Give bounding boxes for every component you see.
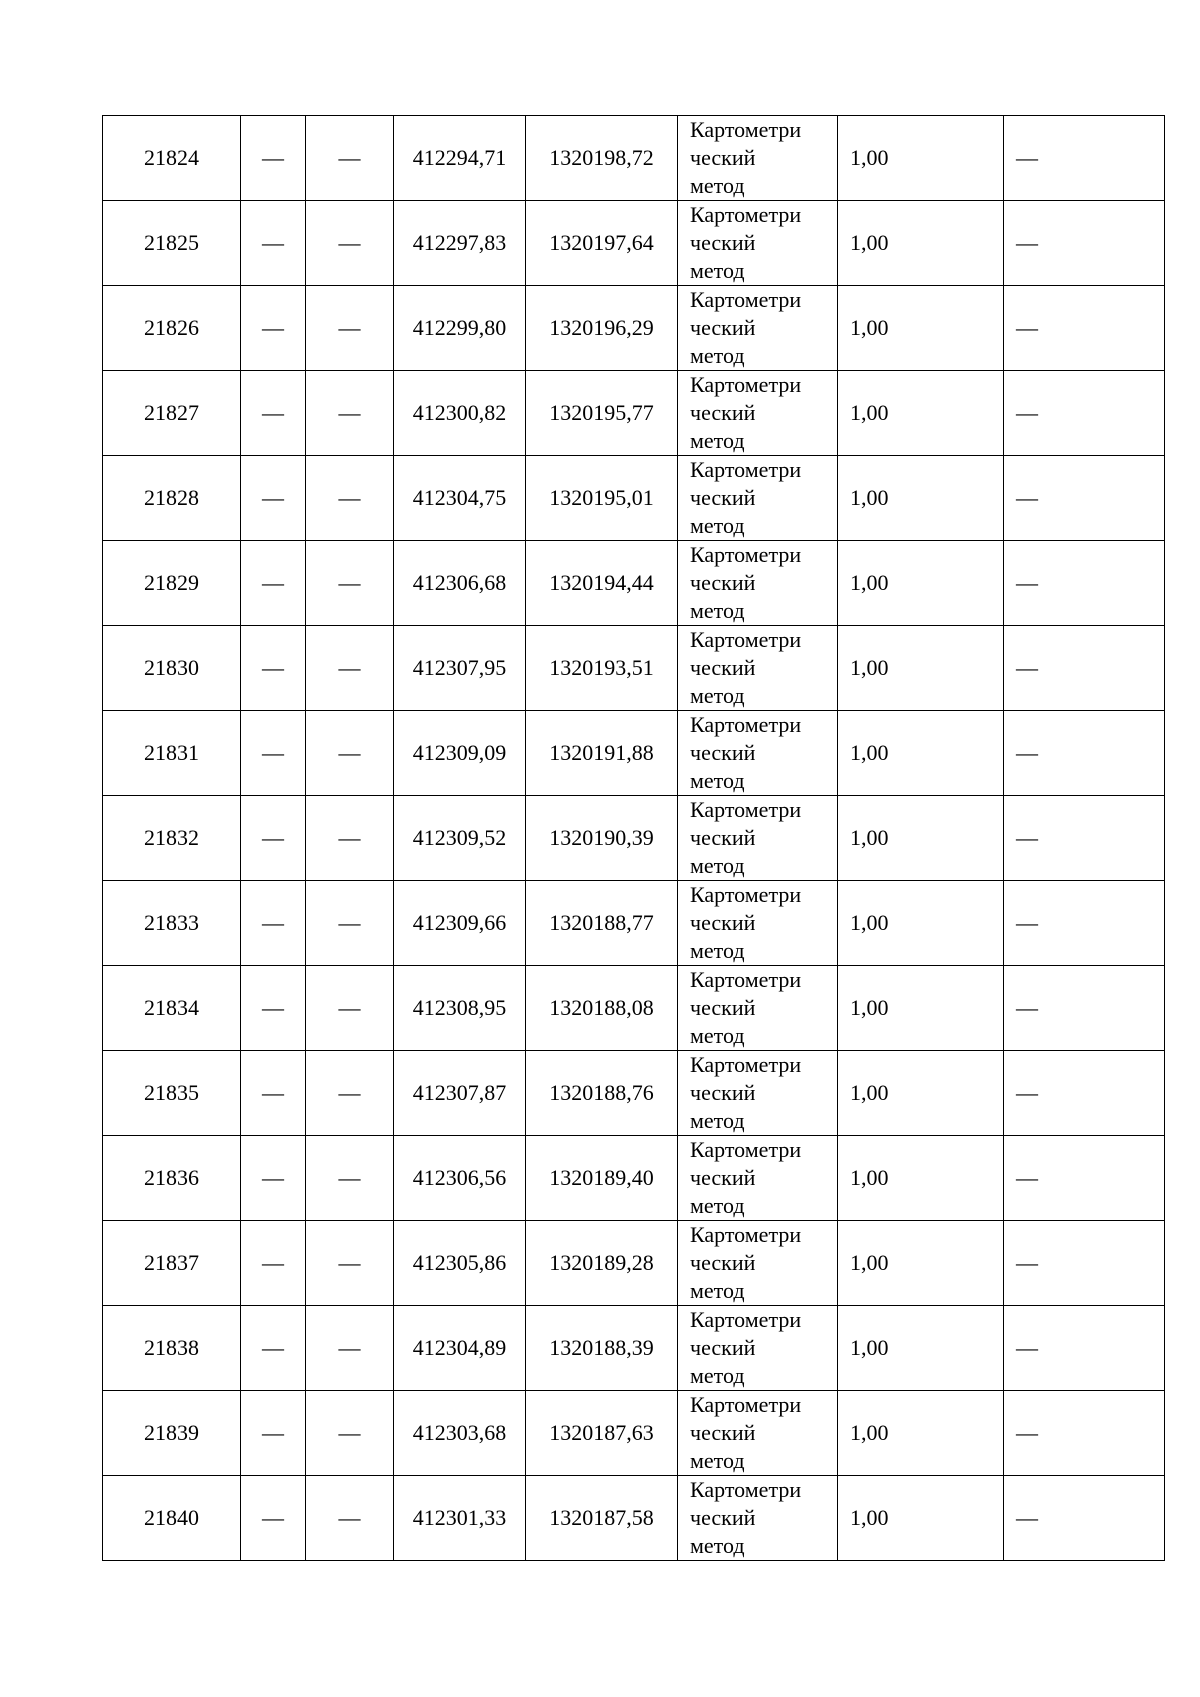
method-text-line: Картометри xyxy=(690,372,802,397)
method-text-line: ческий xyxy=(690,1335,756,1360)
empty-value-cell: — xyxy=(1004,1391,1165,1476)
accuracy-cell: 1,00 xyxy=(838,626,1004,711)
y-coordinate-cell: 1320194,44 xyxy=(526,541,678,626)
method-text-line: метод xyxy=(690,1533,745,1558)
table-row xyxy=(103,541,1165,626)
empty-value-cell: — xyxy=(1004,1476,1165,1561)
table-row xyxy=(103,286,1165,371)
method-text-line: ческий xyxy=(690,145,756,170)
accuracy-cell: 1,00 xyxy=(838,1136,1004,1221)
point-number-cell: 21830 xyxy=(103,626,241,711)
y-coordinate-cell: 1320191,88 xyxy=(526,711,678,796)
empty-value-cell: — xyxy=(306,1476,394,1561)
empty-value-cell: — xyxy=(241,116,306,201)
method-text-line: Картометри xyxy=(690,287,802,312)
empty-value-cell: — xyxy=(306,1306,394,1391)
method-text-line: Картометри xyxy=(690,1307,802,1332)
empty-value-cell: — xyxy=(1004,201,1165,286)
point-number-cell: 21835 xyxy=(103,1051,241,1136)
empty-value-cell: — xyxy=(1004,1221,1165,1306)
point-number-cell: 21829 xyxy=(103,541,241,626)
method-text-line: метод xyxy=(690,853,745,878)
method-text-line: метод xyxy=(690,938,745,963)
empty-value-cell: — xyxy=(1004,626,1165,711)
table-row xyxy=(103,1476,1165,1561)
empty-value-cell: — xyxy=(241,456,306,541)
empty-value-cell: — xyxy=(241,1051,306,1136)
empty-value-cell: — xyxy=(1004,796,1165,881)
table-row xyxy=(103,456,1165,541)
accuracy-cell: 1,00 xyxy=(838,456,1004,541)
x-coordinate-cell: 412299,80 xyxy=(394,286,526,371)
method-text-line: ческий xyxy=(690,1420,756,1445)
empty-value-cell: — xyxy=(306,456,394,541)
method-text-line: метод xyxy=(690,343,745,368)
empty-value-cell: — xyxy=(306,626,394,711)
empty-value-cell: — xyxy=(1004,541,1165,626)
point-number-cell: 21827 xyxy=(103,371,241,456)
x-coordinate-cell: 412307,87 xyxy=(394,1051,526,1136)
point-number-cell: 21831 xyxy=(103,711,241,796)
accuracy-cell: 1,00 xyxy=(838,286,1004,371)
table-row xyxy=(103,116,1165,201)
method-cell xyxy=(678,116,838,201)
method-text-line: Картометри xyxy=(690,1222,802,1247)
x-coordinate-cell: 412303,68 xyxy=(394,1391,526,1476)
empty-value-cell: — xyxy=(241,966,306,1051)
method-cell xyxy=(678,966,838,1051)
point-number-cell: 21832 xyxy=(103,796,241,881)
method-text-line: Картометри xyxy=(690,712,802,737)
method-text-line: Картометри xyxy=(690,1477,802,1502)
y-coordinate-cell: 1320197,64 xyxy=(526,201,678,286)
method-text-line: ческий xyxy=(690,995,756,1020)
method-text-line: ческий xyxy=(690,315,756,340)
method-cell xyxy=(678,1391,838,1476)
method-cell xyxy=(678,1306,838,1391)
empty-value-cell: — xyxy=(306,1051,394,1136)
x-coordinate-cell: 412297,83 xyxy=(394,201,526,286)
method-text-line: метод xyxy=(690,428,745,453)
x-coordinate-cell: 412305,86 xyxy=(394,1221,526,1306)
empty-value-cell: — xyxy=(1004,1306,1165,1391)
x-coordinate-cell: 412306,56 xyxy=(394,1136,526,1221)
empty-value-cell: — xyxy=(306,881,394,966)
table-row xyxy=(103,796,1165,881)
method-text-line: Картометри xyxy=(690,882,802,907)
y-coordinate-cell: 1320188,77 xyxy=(526,881,678,966)
method-text-line: Картометри xyxy=(690,967,802,992)
method-text-line: метод xyxy=(690,598,745,623)
method-text-line: Картометри xyxy=(690,1052,802,1077)
y-coordinate-cell: 1320188,39 xyxy=(526,1306,678,1391)
y-coordinate-cell: 1320193,51 xyxy=(526,626,678,711)
point-number-cell: 21828 xyxy=(103,456,241,541)
x-coordinate-cell: 412309,52 xyxy=(394,796,526,881)
method-text-line: ческий xyxy=(690,1505,756,1530)
method-text-line: Картометри xyxy=(690,1137,802,1162)
table-row xyxy=(103,201,1165,286)
empty-value-cell: — xyxy=(1004,116,1165,201)
point-number-cell: 21838 xyxy=(103,1306,241,1391)
method-text-line: Картометри xyxy=(690,457,802,482)
x-coordinate-cell: 412301,33 xyxy=(394,1476,526,1561)
method-cell xyxy=(678,1476,838,1561)
method-cell xyxy=(678,626,838,711)
accuracy-cell: 1,00 xyxy=(838,371,1004,456)
x-coordinate-cell: 412294,71 xyxy=(394,116,526,201)
point-number-cell: 21826 xyxy=(103,286,241,371)
accuracy-cell: 1,00 xyxy=(838,881,1004,966)
method-text-line: ческий xyxy=(690,740,756,765)
y-coordinate-cell: 1320189,40 xyxy=(526,1136,678,1221)
empty-value-cell: — xyxy=(1004,371,1165,456)
empty-value-cell: — xyxy=(1004,1136,1165,1221)
table-row xyxy=(103,1306,1165,1391)
x-coordinate-cell: 412300,82 xyxy=(394,371,526,456)
y-coordinate-cell: 1320196,29 xyxy=(526,286,678,371)
method-text-line: ческий xyxy=(690,655,756,680)
method-text-line: ческий xyxy=(690,1080,756,1105)
method-text-line: метод xyxy=(690,768,745,793)
accuracy-cell: 1,00 xyxy=(838,796,1004,881)
method-text-line: Картометри xyxy=(690,117,802,142)
method-text-line: метод xyxy=(690,1363,745,1388)
empty-value-cell: — xyxy=(241,1391,306,1476)
empty-value-cell: — xyxy=(306,541,394,626)
point-number-cell: 21824 xyxy=(103,116,241,201)
method-cell xyxy=(678,286,838,371)
table-row xyxy=(103,966,1165,1051)
x-coordinate-cell: 412306,68 xyxy=(394,541,526,626)
x-coordinate-cell: 412307,95 xyxy=(394,626,526,711)
empty-value-cell: — xyxy=(1004,286,1165,371)
method-text-line: Картометри xyxy=(690,1392,802,1417)
method-text-line: метод xyxy=(690,1193,745,1218)
table-row xyxy=(103,881,1165,966)
method-text-line: ческий xyxy=(690,230,756,255)
method-text-line: метод xyxy=(690,1023,745,1048)
accuracy-cell: 1,00 xyxy=(838,711,1004,796)
point-number-cell: 21839 xyxy=(103,1391,241,1476)
method-text-line: ческий xyxy=(690,910,756,935)
empty-value-cell: — xyxy=(306,1391,394,1476)
empty-value-cell: — xyxy=(306,1136,394,1221)
empty-value-cell: — xyxy=(1004,881,1165,966)
empty-value-cell: — xyxy=(241,541,306,626)
y-coordinate-cell: 1320198,72 xyxy=(526,116,678,201)
empty-value-cell: — xyxy=(306,371,394,456)
point-number-cell: 21825 xyxy=(103,201,241,286)
empty-value-cell: — xyxy=(241,1306,306,1391)
y-coordinate-cell: 1320195,77 xyxy=(526,371,678,456)
point-number-cell: 21836 xyxy=(103,1136,241,1221)
table-row xyxy=(103,1221,1165,1306)
method-text-line: метод xyxy=(690,1278,745,1303)
accuracy-cell: 1,00 xyxy=(838,1391,1004,1476)
method-text-line: ческий xyxy=(690,1250,756,1275)
method-text-line: ческий xyxy=(690,400,756,425)
point-number-cell: 21834 xyxy=(103,966,241,1051)
y-coordinate-cell: 1320187,58 xyxy=(526,1476,678,1561)
empty-value-cell: — xyxy=(241,1221,306,1306)
method-text-line: Картометри xyxy=(690,202,802,227)
empty-value-cell: — xyxy=(241,286,306,371)
method-cell xyxy=(678,541,838,626)
method-cell xyxy=(678,371,838,456)
coordinates-table xyxy=(102,115,1165,1561)
method-cell xyxy=(678,711,838,796)
method-text-line: метод xyxy=(690,513,745,538)
empty-value-cell: — xyxy=(241,711,306,796)
method-text-line: метод xyxy=(690,683,745,708)
method-cell xyxy=(678,201,838,286)
method-cell xyxy=(678,881,838,966)
method-text-line: Картометри xyxy=(690,627,802,652)
method-cell xyxy=(678,456,838,541)
method-text-line: Картометри xyxy=(690,542,802,567)
method-text-line: ческий xyxy=(690,1165,756,1190)
empty-value-cell: — xyxy=(241,201,306,286)
method-cell xyxy=(678,1136,838,1221)
table-row xyxy=(103,626,1165,711)
empty-value-cell: — xyxy=(306,116,394,201)
empty-value-cell: — xyxy=(1004,456,1165,541)
method-text-line: метод xyxy=(690,1448,745,1473)
empty-value-cell: — xyxy=(1004,966,1165,1051)
empty-value-cell: — xyxy=(241,881,306,966)
x-coordinate-cell: 412309,66 xyxy=(394,881,526,966)
empty-value-cell: — xyxy=(241,796,306,881)
method-text-line: метод xyxy=(690,258,745,283)
x-coordinate-cell: 412304,75 xyxy=(394,456,526,541)
accuracy-cell: 1,00 xyxy=(838,1221,1004,1306)
x-coordinate-cell: 412308,95 xyxy=(394,966,526,1051)
empty-value-cell: — xyxy=(306,1221,394,1306)
x-coordinate-cell: 412304,89 xyxy=(394,1306,526,1391)
accuracy-cell: 1,00 xyxy=(838,541,1004,626)
point-number-cell: 21837 xyxy=(103,1221,241,1306)
empty-value-cell: — xyxy=(306,711,394,796)
method-cell xyxy=(678,1221,838,1306)
y-coordinate-cell: 1320195,01 xyxy=(526,456,678,541)
table-row xyxy=(103,371,1165,456)
table-row xyxy=(103,1051,1165,1136)
y-coordinate-cell: 1320188,76 xyxy=(526,1051,678,1136)
method-text-line: Картометри xyxy=(690,797,802,822)
method-text-line: ческий xyxy=(690,825,756,850)
method-cell xyxy=(678,796,838,881)
method-cell xyxy=(678,1051,838,1136)
y-coordinate-cell: 1320188,08 xyxy=(526,966,678,1051)
table-row xyxy=(103,1136,1165,1221)
point-number-cell: 21833 xyxy=(103,881,241,966)
point-number-cell: 21840 xyxy=(103,1476,241,1561)
y-coordinate-cell: 1320190,39 xyxy=(526,796,678,881)
table-row xyxy=(103,711,1165,796)
empty-value-cell: — xyxy=(1004,711,1165,796)
accuracy-cell: 1,00 xyxy=(838,966,1004,1051)
method-text-line: метод xyxy=(690,1108,745,1133)
accuracy-cell: 1,00 xyxy=(838,201,1004,286)
method-text-line: метод xyxy=(690,173,745,198)
empty-value-cell: — xyxy=(241,626,306,711)
method-text-line: ческий xyxy=(690,570,756,595)
table-row xyxy=(103,1391,1165,1476)
empty-value-cell: — xyxy=(306,286,394,371)
method-text-line: ческий xyxy=(690,485,756,510)
y-coordinate-cell: 1320189,28 xyxy=(526,1221,678,1306)
accuracy-cell: 1,00 xyxy=(838,1306,1004,1391)
table-body xyxy=(103,116,1165,1561)
empty-value-cell: — xyxy=(306,796,394,881)
empty-value-cell: — xyxy=(306,201,394,286)
empty-value-cell: — xyxy=(241,1476,306,1561)
empty-value-cell: — xyxy=(241,1136,306,1221)
accuracy-cell: 1,00 xyxy=(838,1476,1004,1561)
accuracy-cell: 1,00 xyxy=(838,1051,1004,1136)
empty-value-cell: — xyxy=(241,371,306,456)
accuracy-cell: 1,00 xyxy=(838,116,1004,201)
y-coordinate-cell: 1320187,63 xyxy=(526,1391,678,1476)
x-coordinate-cell: 412309,09 xyxy=(394,711,526,796)
empty-value-cell: — xyxy=(1004,1051,1165,1136)
empty-value-cell: — xyxy=(306,966,394,1051)
